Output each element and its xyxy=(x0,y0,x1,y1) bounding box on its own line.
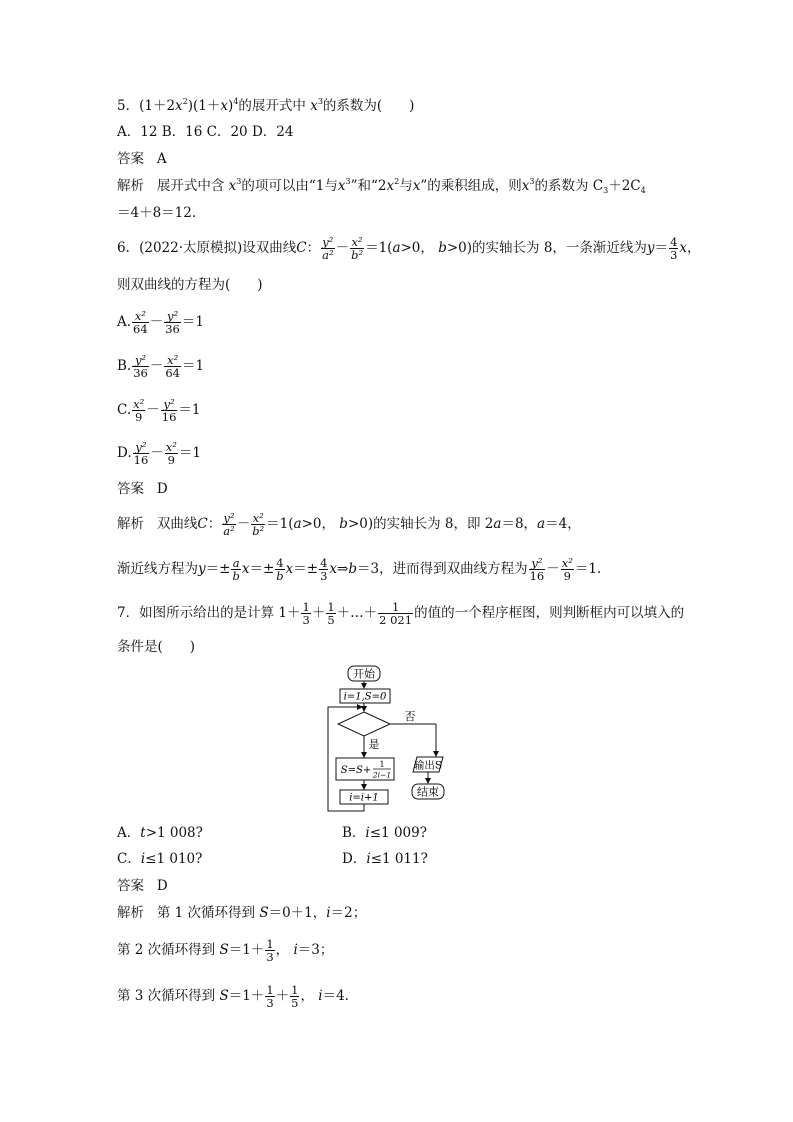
flow-update-i-text: i=i+1 xyxy=(349,792,379,804)
flow-yes-label: 是 xyxy=(368,738,380,751)
flow-update-s-text: S=S+ xyxy=(340,765,372,776)
q6-stem-line2: 则双曲线的方程为( ) xyxy=(117,277,263,293)
q7-option-b: B．i≤1 009? xyxy=(342,825,427,841)
flow-end-text: 结束 xyxy=(417,785,439,799)
flow-no-label: 否 xyxy=(404,710,416,723)
q6-analysis-line2: 渐近线方程为y＝± $\frac{a}{b}$ x＝± $\frac{4}{b}$ x＝± $\frac{4}{3}$ x⇒b＝3，进而得到双曲线方程为 $\frac{\text{y²}}{16}$ － $\frac{\text{x²}}{9}$ ＝1. xyxy=(117,556,602,583)
q7-analysis-line2: 第 2 次循环得到 S＝1＋ $\frac{1}{3}$ ， i＝3； xyxy=(117,937,334,964)
q7-stem: 7．如图所示给出的是计算 1＋ $\frac{1}{3}$ ＋ $\frac{1}{5}$ ＋…＋ $\frac{1}{2 021}$ 的值的一个程序框图，则判断框内可以填入的 xyxy=(117,600,685,627)
flow-init-text: i=1,S=0 xyxy=(343,691,387,703)
q6-answer: 答案 D xyxy=(117,481,168,497)
q5-stem: 5．$(1+2x^2)(1+x)^4$的展开式中 $x^3$的系数为( ) xyxy=(117,97,415,114)
flow-frac-num: 1 xyxy=(379,760,385,769)
q5-option-d: D．24 xyxy=(251,124,294,140)
q7-flowchart xyxy=(322,662,452,814)
flow-frac-den: 2i−1 xyxy=(372,770,392,780)
flow-decision-diamond xyxy=(338,712,390,736)
q7-option-a: A．t>1 008? xyxy=(117,825,203,841)
q6-stem: 6．(2022·太原模拟)设双曲线C： $\frac{\text{y²}}{\text{a²}}$ － $\frac{\text{x²}}{\text{b²}}$ ＝1(a>0， b>0)的实轴长为 8，一条渐近线为y＝ $\frac{4}{3}$ x， xyxy=(117,235,701,262)
q7-options-row1 xyxy=(117,824,203,842)
q5-analysis-line2: ＝4＋8＝12. xyxy=(117,205,197,221)
q7-analysis-line1: 解析 第 1 次循环得到 S＝0＋1，i＝2； xyxy=(117,905,367,921)
q7-answer: 答案 D xyxy=(117,878,168,894)
q5-answer: 答案 A xyxy=(117,151,167,167)
q5-option-b: B．16 xyxy=(161,124,203,140)
q7-stem-line2: 条件是( ) xyxy=(117,639,196,655)
q7-option-d: D．i≤1 011? xyxy=(342,851,428,867)
q6-option-d: D. $\frac{\text{y²}}{16}$ － $\frac{\text{x²}}{9}$ ＝1 xyxy=(117,440,201,467)
q6-analysis-line1: 解析 双曲线C： $\frac{\text{y²}}{\text{a²}}$ － $\frac{\text{x²}}{\text{b²}}$ ＝1(a>0， b>0)的实轴长为 8，即 2a＝8，a＝4， xyxy=(117,511,581,538)
q6-option-c: C. $\frac{\text{x²}}{9}$ － $\frac{\text{y²}}{16}$ ＝1 xyxy=(117,397,201,424)
q5-option-c: C．20 xyxy=(206,124,248,140)
q5-option-a: A．12 xyxy=(117,124,158,140)
q5-analysis-line1: 解析 展开式中含 $x^3$的项可以由“1与$x^3$”和“$2x^2$与x”的乘积组成，则$x^3$的系数为 $C_3+2C_4$ xyxy=(117,177,646,195)
flow-start-text: 开始 xyxy=(353,667,375,681)
q7-analysis-line3: 第 3 次循环得到 S＝1＋ $\frac{1}{3}$ ＋ $\frac{1}{5}$ ， i＝4. xyxy=(117,983,349,1010)
q6-option-a: A. $\frac{\text{x²}}{64}$ － $\frac{\text{y²}}{36}$ ＝1 xyxy=(117,309,204,336)
q5-options xyxy=(117,123,293,141)
q7-option-c: C．i≤1 010? xyxy=(117,851,203,867)
q6-option-b: B. $\frac{\text{y²}}{36}$ － $\frac{\text{x²}}{64}$ ＝1 xyxy=(117,353,205,380)
flow-output-text: 输出S xyxy=(413,759,443,772)
